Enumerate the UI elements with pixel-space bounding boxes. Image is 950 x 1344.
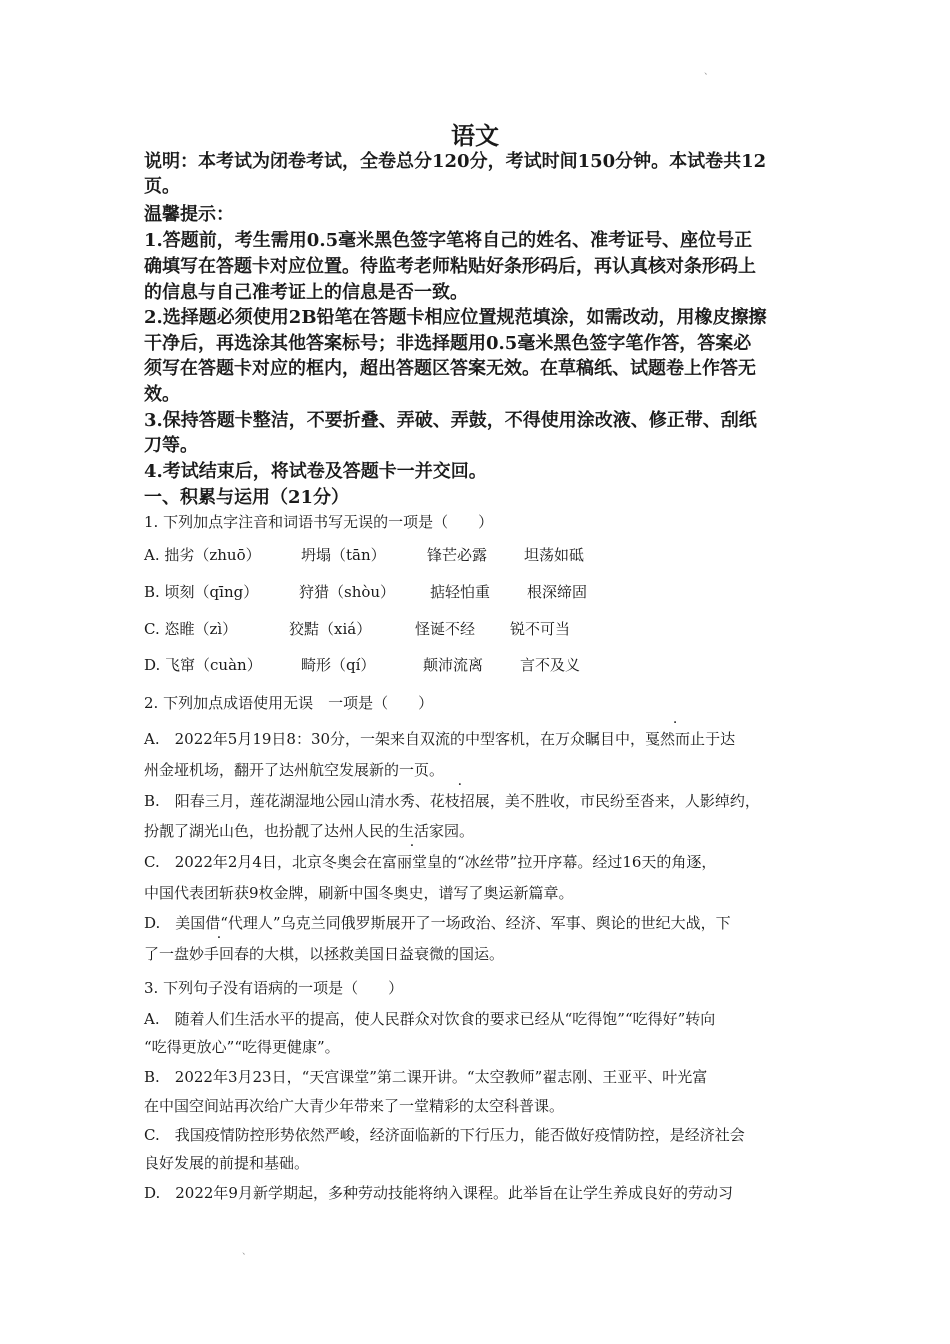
- q2-c-text: C. 2022年2月4日，北京冬奥会在: [144, 853, 382, 871]
- tip-line: 的信息与自己准考证上的信息是否一致。: [144, 282, 468, 303]
- q1-d-c1: D. 飞窜（cuàn）: [144, 656, 262, 674]
- q1-a-c1: A. 拙劣（zhuō）: [144, 546, 261, 564]
- dotted-idiom: 妙手回春: [189, 945, 250, 963]
- q2-c-text: 的“冰丝带”拉开序幕。经过16天的角逐，: [442, 853, 717, 871]
- q1-b-c1: B. 顷刻（qīng）: [144, 583, 259, 601]
- q3-option-d-line: D. 2022年9月新学期起，多种劳动技能将纳入课程。此举旨在让学生养成良好的劳动习: [144, 1184, 733, 1202]
- tip-line: 3.保持答题卡整洁，不要折叠、弄破、弄鼓，不得使用涂改液、修正带、刮纸: [144, 410, 757, 431]
- tip-line: 1.答题前，考生需用0.5毫米黑色签字笔将自己的姓名、准考证号、座位号正: [144, 230, 753, 251]
- q1-b-c3: 掂轻怕重: [430, 583, 491, 601]
- q2-b-text: B. 阳春三月，莲花湖湿地公园山清水秀、: [144, 792, 430, 810]
- q2-b-text: ，美不胜收，市民纷至沓来，人影绰约，: [489, 792, 760, 810]
- q2-option-d-line: D. 美国借“代理人”乌克兰同俄罗斯展开了一场政治、经济、军事、舆论的世纪大战，下: [144, 914, 731, 932]
- q3-option-b-line: 在中国空间站再次给广大青少年带来了一堂精彩的太空科普课。: [144, 1097, 565, 1115]
- dotted-idiom: 花枝招展: [429, 792, 490, 810]
- q1-a-c3: 锋芒必露: [427, 546, 488, 564]
- q1-c-c3: 怪诞不经: [415, 620, 476, 638]
- q1-a-c2: 坍塌（tān）: [301, 546, 386, 564]
- q2-option-c-line: [144, 852, 716, 872]
- q3-option-a-line: A. 随着人们生活水平的提高，使人民群众对饮食的要求已经从“吃得饱”“吃得好”转向: [144, 1010, 716, 1028]
- tip-line: 4.考试结束后，将试卷及答题卡一并交回。: [144, 461, 487, 482]
- question-3-stem: 3. 下列句子没有语病的一项是（ ）: [144, 979, 404, 997]
- intro-line: 页。: [144, 176, 180, 197]
- q1-b-c4: 根深缔固: [527, 583, 588, 601]
- tip-line: 效。: [144, 384, 180, 405]
- q1-a-c4: 坦荡如砥: [524, 546, 585, 564]
- tip-line: 确填写在答题卡对应位置。待监考老师粘贴好条形码后，再认真核对条形码上: [144, 256, 756, 277]
- q1-c-c1: C. 恣睢（zì）: [144, 620, 238, 638]
- q1-d-c4: 言不及义: [520, 656, 581, 674]
- dotted-idiom: 富丽堂皇: [381, 853, 442, 871]
- page-title: 语文: [451, 121, 499, 150]
- q2-option-a-line: [144, 729, 735, 749]
- corner-mark: 、: [704, 67, 714, 77]
- tips-heading: 温馨提示：: [144, 204, 234, 225]
- q1-d-c2: 畸形（qí）: [301, 656, 376, 674]
- q3-option-b-line: B. 2022年3月23日，“天宫课堂”第二课开讲。“太空教师”翟志刚、王亚平、叶光富: [144, 1068, 708, 1086]
- q1-c-c4: 锐不可当: [510, 620, 571, 638]
- question-2-stem: 2. 下列加点成语使用无误 一项是（ ）: [144, 694, 434, 712]
- q2-d-text: 的大棋，以拯救美国日益衰微的国运。: [249, 945, 505, 963]
- q2-a-text: 于达: [705, 730, 736, 748]
- q2-option-d-line: [144, 944, 504, 964]
- q2-option-a-line: 州金垭机场，翻开了达州航空发展新的一页。: [144, 761, 445, 779]
- question-1-stem: 1. 下列加点字注音和词语书写无误的一项是（ ）: [144, 513, 494, 531]
- section-heading: 一、积累与运用（21分）: [144, 487, 350, 508]
- dotted-idiom: 戛然而止: [645, 730, 706, 748]
- q1-b-c2: 狩猎（shòu）: [299, 583, 396, 601]
- q2-option-b-line: [144, 791, 760, 811]
- q3-option-a-line: “吃得更放心”“吃得更健康”。: [144, 1038, 340, 1056]
- q3-option-c-line: 良好发展的前提和基础。: [144, 1154, 310, 1172]
- tip-line: 须写在答题卡对应的框内，超出答题区答案无效。在草稿纸、试题卷上作答无: [144, 358, 756, 379]
- q2-option-b-line: 扮靓了湖光山色，也扮靓了达州人民的生活家园。: [144, 822, 475, 840]
- tip-line: 干净后，再选涂其他答案标号；非选择题用0.5毫米黑色签字笔作答，答案必: [144, 333, 752, 354]
- q2-d-text: 了一盘: [144, 945, 190, 963]
- tip-line: 2.选择题必须使用2B铅笔在答题卡相应位置规范填涂，如需改动，用橡皮擦擦: [144, 307, 767, 328]
- q3-option-c-line: C. 我国疫情防控形势依然严峻，经济面临新的下行压力，能否做好疫情防控，是经济社会: [144, 1126, 745, 1144]
- tip-line: 刀等。: [144, 435, 198, 456]
- q1-d-c3: 颠沛流离: [423, 656, 484, 674]
- q2-a-text: A. 2022年5月19日8：30分，一架来自双流的中型客机，在万众瞩目中，: [144, 730, 646, 748]
- foot-mark: 、: [242, 1247, 252, 1257]
- q2-option-c-line: 中国代表团斩获9枚金牌，刷新中国冬奥史，谱写了奥运新篇章。: [144, 884, 574, 902]
- intro-line: 说明：本考试为闭卷考试，全卷总分120分，考试时间150分钟。本试卷共12: [144, 151, 767, 172]
- q1-c-c2: 狡黠（xiá）: [289, 620, 372, 638]
